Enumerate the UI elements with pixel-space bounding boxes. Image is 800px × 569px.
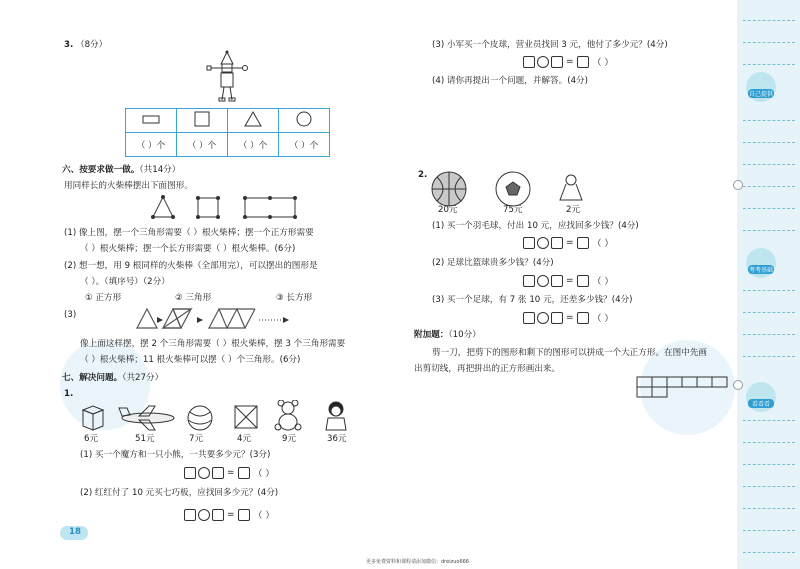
s6-q1-line2: （ ）根火柴棒；摆一个长方形需要（ ）根火柴棒。(6分): [80, 244, 296, 254]
products-image: [75, 400, 355, 434]
s6-q2-line2: （ ）。（填序号）（2分）: [80, 277, 170, 287]
sidebar-badge-1: 自己提供: [746, 72, 776, 102]
sidebar-badge-3: 看看看: [746, 382, 776, 412]
s6-q3-line2: （ ）根火柴棒；11 根火柴棒可以摆（ ）个三角形。(6分): [80, 355, 301, 365]
answer-equation-2[interactable]: = （ ）: [183, 508, 274, 521]
count-cell[interactable]: （ ）个: [177, 133, 228, 157]
s6-q1-line1: (1) 像上图，摆一个三角形需要（ ）根火柴棒；摆一个正方形需要: [64, 228, 314, 238]
price-plane: 51元: [135, 434, 155, 444]
r-r2: (2) 足球比篮球贵多少钱？(4分): [432, 258, 554, 268]
footer-note: 更多免费资料和课程请添加微信：dreizuo666: [366, 559, 469, 565]
price-shuttlecock: 2元: [566, 205, 581, 215]
r-p4: (4) 请你再提出一个问题，并解答。(4分): [432, 76, 588, 86]
r-p3: (3) 小军买一个皮球，营业员找回 3 元，他付了多少元？(4分): [432, 40, 668, 50]
balls-image: [430, 170, 590, 210]
price-bear: 9元: [282, 434, 297, 444]
binder-hole-icon: [733, 380, 743, 390]
triangle-chain-image: [133, 306, 313, 332]
r-q2-label: 2.: [418, 170, 428, 180]
option-1: ① 正方形: [85, 293, 122, 303]
s6-q3-line1: 像上面这样摆，摆 2 个三角形需要（ ）根火柴棒，摆 3 个三角形需要: [80, 339, 346, 349]
price-basketball: 20元: [438, 205, 458, 215]
triangle-icon: [228, 109, 279, 133]
r-r3: (3) 买一个足球，有 7 张 10 元，还差多少钱？(4分): [432, 295, 633, 305]
bonus-heading: 附加题：（10分）: [414, 330, 481, 340]
circle-icon: [279, 109, 330, 133]
answer-equation-r0[interactable]: = （ ）: [522, 55, 613, 68]
answer-equation-r3[interactable]: = （ ）: [522, 311, 613, 324]
price-doll: 36元: [327, 434, 347, 444]
r-r1: (1) 买一个羽毛球，付出 10 元，应找回多少钱？(4分): [432, 221, 639, 231]
bonus-line2: 出剪切线，再把拼出的正方形画出来。: [414, 364, 561, 374]
square-icon: [177, 109, 228, 133]
s6-q3-label: (3): [64, 310, 77, 320]
section-6-heading: 六、按要求做一做。（共14分）: [62, 165, 181, 175]
q3-label: 3. （8分）: [64, 40, 108, 50]
page-number-badge: 18: [60, 526, 88, 540]
binder-hole-icon: [733, 180, 743, 190]
price-tangram: 4元: [237, 434, 252, 444]
shape-count-table: [125, 108, 330, 157]
stick-figure-image: [205, 50, 249, 104]
count-cell[interactable]: （ ）个: [228, 133, 279, 157]
answer-equation-r1[interactable]: = （ ）: [522, 236, 613, 249]
option-3: ③ 长方形: [276, 293, 313, 303]
section-7-heading: 七、解决问题。（共27分）: [62, 373, 164, 383]
count-cell[interactable]: （ ）个: [126, 133, 177, 157]
bonus-grid-figure[interactable]: [636, 376, 728, 398]
s7-q1-p2: (2) 红红付了 10 元买七巧板，应找回多少元？(4分): [80, 488, 279, 498]
rectangle-icon: [126, 109, 177, 133]
s7-q1-label: 1.: [64, 389, 74, 399]
count-cell[interactable]: （ ）个: [279, 133, 330, 157]
price-cube: 6元: [84, 434, 99, 444]
answer-equation-1[interactable]: = （ ）: [183, 466, 274, 479]
price-ball: 7元: [189, 434, 204, 444]
option-2: ② 三角形: [175, 293, 212, 303]
s7-q1-p1: (1) 买一个魔方和一只小熊，一共要多少元？(3分): [80, 450, 271, 460]
answer-equation-r2[interactable]: = （ ）: [522, 274, 613, 287]
s6-q2-line1: (2) 想一想，用 9 根同样的火柴棒（全部用完），可以摆出的图形是: [64, 261, 318, 271]
matchstick-shapes-image: [150, 195, 300, 223]
bonus-line1: 剪一刀，把剪下的图形和剩下的图形可以拼成一个大正方形。在图中先画: [432, 348, 708, 358]
section-6-intro: 用同样长的火柴棒摆出下面图形。: [64, 181, 193, 191]
sidebar-badge-2: 考考基础: [746, 248, 776, 278]
price-football: 75元: [503, 205, 523, 215]
